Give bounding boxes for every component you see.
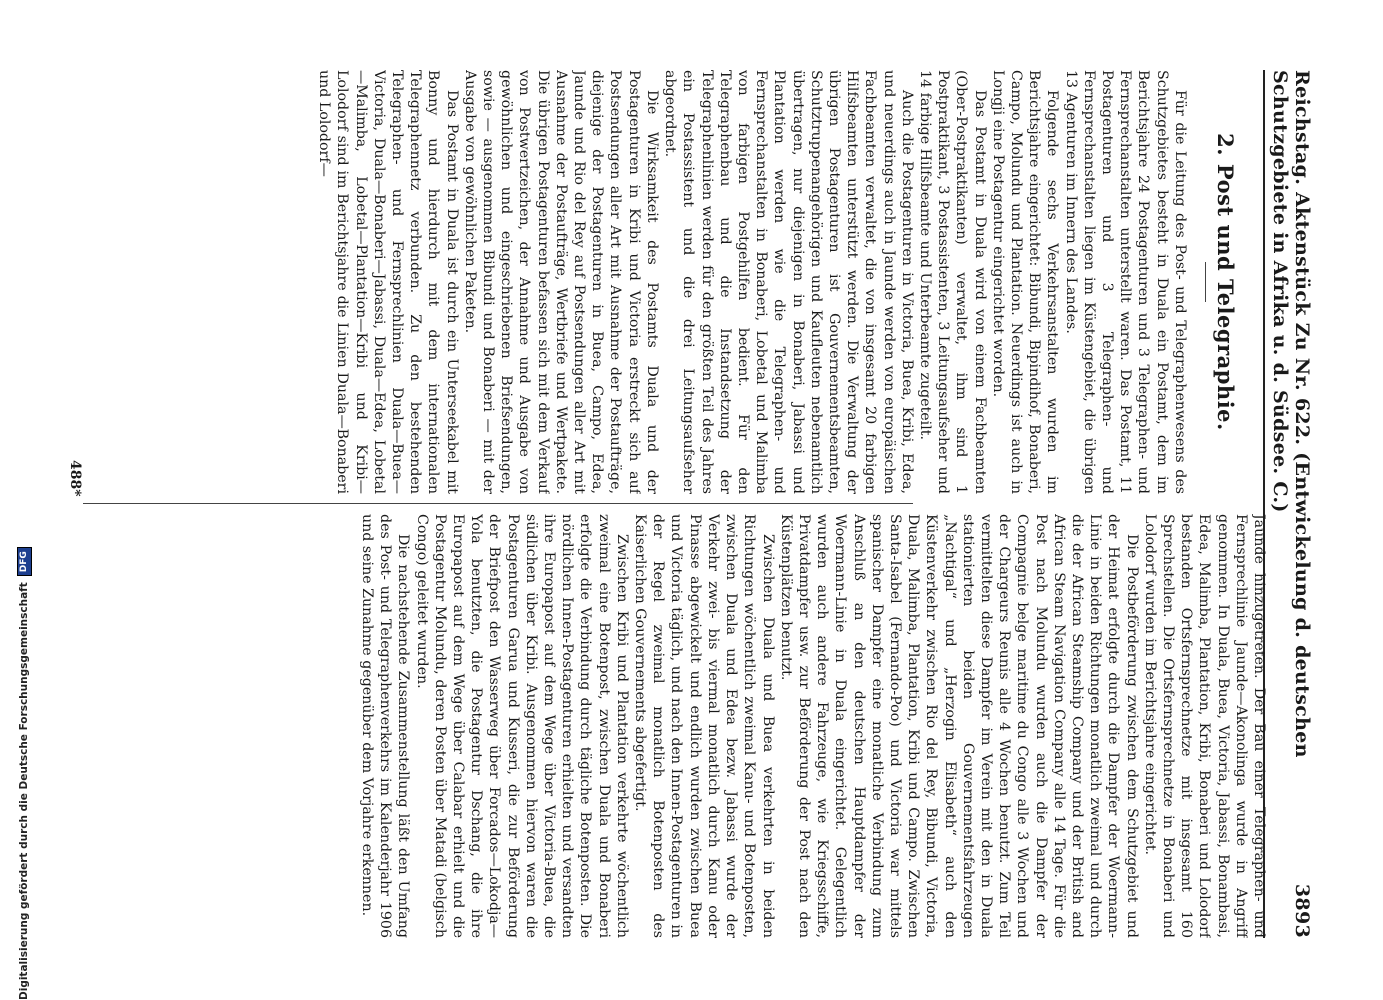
paragraph: Zwischen Duala und Buea verkehrten in beiden Richtungen wöchentlich zweimal Kanu- und Botenposten, zwischen Duala und Edea bezw. Jabassi wurde der Verkehr zwei- bis viermal monatlich durch Kanu oder Pinasse abgewickelt und endlich wurden zwischen Buea und Victoria täglich, und nach den Innen-Postagenturen in der Regel zweimal monatlich Botenposten des Kaiserlichen Gouvernements abgefertigt. <box>632 514 776 938</box>
paragraph: Die Wirksamkeit des Postamts Duala und der Postagenturen in Kribi und Victoria erstreckt sich auf Postsendungen aller Art mit Ausnahme der Postaufträge, diejenige der Postagenturen in Buea, Campo, Edea, Jaunde und Rio del Rey auf Postsendungen aller Art mit Ausnahme der Postaufträge, Wertbriefe und Wertpakete. Die übrigen Postagenturen befassen sich mit dem Verkauf von Postwertzeichen, der Annahme und Ausgabe von gewöhnlichen und eingeschriebenen Briefsendungen, sowie — ausgenommen Bibundi und Bonaberi — mit der Ausgabe von gewöhnlichen Paketen. <box>461 70 660 494</box>
column-divider <box>83 503 913 504</box>
digitization-sidebar <box>0 0 30 1000</box>
dfg-logo-icon: DFG <box>17 547 32 576</box>
header-page-number: 3893 <box>1291 883 1313 938</box>
text-column-right <box>80 514 1268 938</box>
paragraph: Auch die Postagenturen in Victoria, Buea, Kribi, Edea, und neuerdings auch in Jaunde werden von europäischen Fachbeamten verwaltet, die von insgesamt 20 farbigen Hilfsbeamten unterstützt werden. Die Verwaltung der übrigen Postagenturen ist Gouvernementsbeamten, Schutztruppenangehörigen und Kaufleuten nebenamtlich übertragen, nur diejenigen in Bonaberi, Jabassi und Plantation werden wie die Telegraphen- und Fernsprechanstalten in Bonaberi, Lobetal und Malimba von farbigen Postgehilfen bedient. Für den Telegraphenbau und die Instandsetzung der Telegraphenlinien werden für den größten Teil des Jahres ein Postassistent und die drei Leitungsaufseher abgeordnet. <box>662 70 915 494</box>
paragraph: Zwischen Kribi und Plantation verkehrte wöchentlich zweimal eine Botenpost, zwischen Duala und Bonaberi erfolgte die Verbindung durch tägliche Botenposten. Die nördlichen Innen-Postagenturen erhielten und versandten ihre Europapost auf dem Wege über Victoria-Buea, die südlichen über Kribi. Ausgenommen hiervon waren die Postagenturen Garua und Kusseri, die zur Beförderung der Briefpost den Wasserweg über Forcados—Lokodja—Yola benutzten, die Postagentur Dschang, die ihre Europapost auf dem Wege über Calabar erhielt und die Postagentur Molundu, deren Posten über Matadi (belgisch Congo) geleitet wurden. <box>413 514 630 938</box>
paragraph: Die Postbeförderung zwischen dem Schutzgebiet und der Heimat erfolgte durch die Dampfer der Woermann-Linie in beiden Richtungen monatlich zweimal und durch die der African Steamship Company und der British and African Steam Navigation Company alle 14 Tage. Für die Post nach Molundu wurden auch die Dampfer der Compagnie belge maritime du Congo alle 3 Wochen und der Chargeurs Reunis alle 4 Wochen benutzt. Zum Teil vermittelten diese Dampfer im Verein mit den in Duala stationierten beiden Gouvernementsfahrzeugen „Nachtigal“ und „Herzogin Elisabeth“ auch den Küstenverkehr zwischen Rio del Rey, Bibundi, Victoria, Duala, Malimba, Plantation, Kribi und Campo. Zwischen Santa-Isabel (Fernando-Poo) und Victoria war mittels spanischer Dampfer eine monatliche Verbindung zum Anschluß an den deutschen Hauptdampfer der Woermann-Linie in Duala eingerichtet. Gelegentlich wurden auch andere Fahrzeuge, wie Kriegsschiffe, Privatdampfer usw. zur Beförderung der Post nach den Küstenplätzen benutzt. <box>777 514 1140 938</box>
footer-page-number: 488* <box>67 460 83 497</box>
paragraph: Das Postamt in Duala wird von einem Fachbeamten (Ober-Postpraktikanten) verwaltet, ihm sind 1 Postpraktikant, 3 Postassistenten, 3 Leitungsaufseher und 14 farbige Hilfsbeamte und Unterbeamte zugeteilt. <box>916 70 988 494</box>
paragraph: Für die Leitung des Post- und Telegraphenwesens des Schutzgebietes besteht in Duala ein Postamt, dem im Berichtsjahre 24 Postagenturen und 3 Telegraphen- und Fernsprechanstalten unterstellt waren. Das Postamt, 11 Postagenturen und 3 Telegraphen- und Fernsprechanstalten liegen im Küstengebiet, die übrigen 13 Agenturen im Innern des Landes. <box>1062 70 1188 494</box>
paragraph: Das Postamt in Duala ist durch ein Unterseekabel mit Bonny und hierdurch mit dem internationalen Telegraphennetz verbunden. Zu den bestehenden Telegraphen- und Fernsprechlinien Duala—Buea—Victoria, Duala—Bonaberi—Jabassi, Duala—Edea, Lobetal—Malimba, Lobetal—Plantation—Kribi und Kribi—Lolodorf sind im Berichtsjahre die Linien Duala—Bonaberi und Lolodorf— <box>316 70 460 494</box>
header-title: Reichstag. Aktenstück Zu Nr. 622. (Entwickelung d. deutschen Schutzgebiete in Afrika u. d. Südsee. C.) <box>1269 70 1313 758</box>
text-column-left <box>80 70 1268 494</box>
paragraph: Die nachstehende Zusammenstellung läßt den Umfang des Post- und Telegraphenverkehrs im Kalenderjahr 1906 und seine Zunahme gegenüber dem Vorjahre erkennen. <box>359 514 412 938</box>
page-header <box>1263 70 1313 938</box>
section-title: 2. Post und Telegraphie. <box>1213 133 1238 431</box>
sidebar-credit <box>16 547 32 1000</box>
paragraph: Jaunde hinzugetreten. Der Bau einer Telegraphen- und Fernsprechlinie Jaunde—Akonolinga wurde in Angriff genommen. In Duala, Buea, Victoria, Jabassi, Bonambasi, Edea, Malimba, Plantation, Kribi, Bonaberi und Lolodorf bestanden Ortsfernsprechnetze mit insgesamt 160 Sprechstellen. Die Ortsfernsprechnetze in Bonaberi und Lolodorf wurden im Berichtsjahre eingerichtet. <box>1141 514 1267 938</box>
sidebar-credit-text: Digitalisierung gefördert durch die Deutsche Forschungsgemeinschaft <box>18 582 30 1000</box>
title-rule <box>1205 262 1206 302</box>
paragraph: Folgende sechs Verkehrsanstalten wurden im Berichtsjahre eingerichtet: Bibundi, Bipindihof, Bonaberi, Campo, Molundu und Plantation. Neuerdings ist auch in Longji eine Postagentur eingerichtet worden. <box>989 70 1061 494</box>
